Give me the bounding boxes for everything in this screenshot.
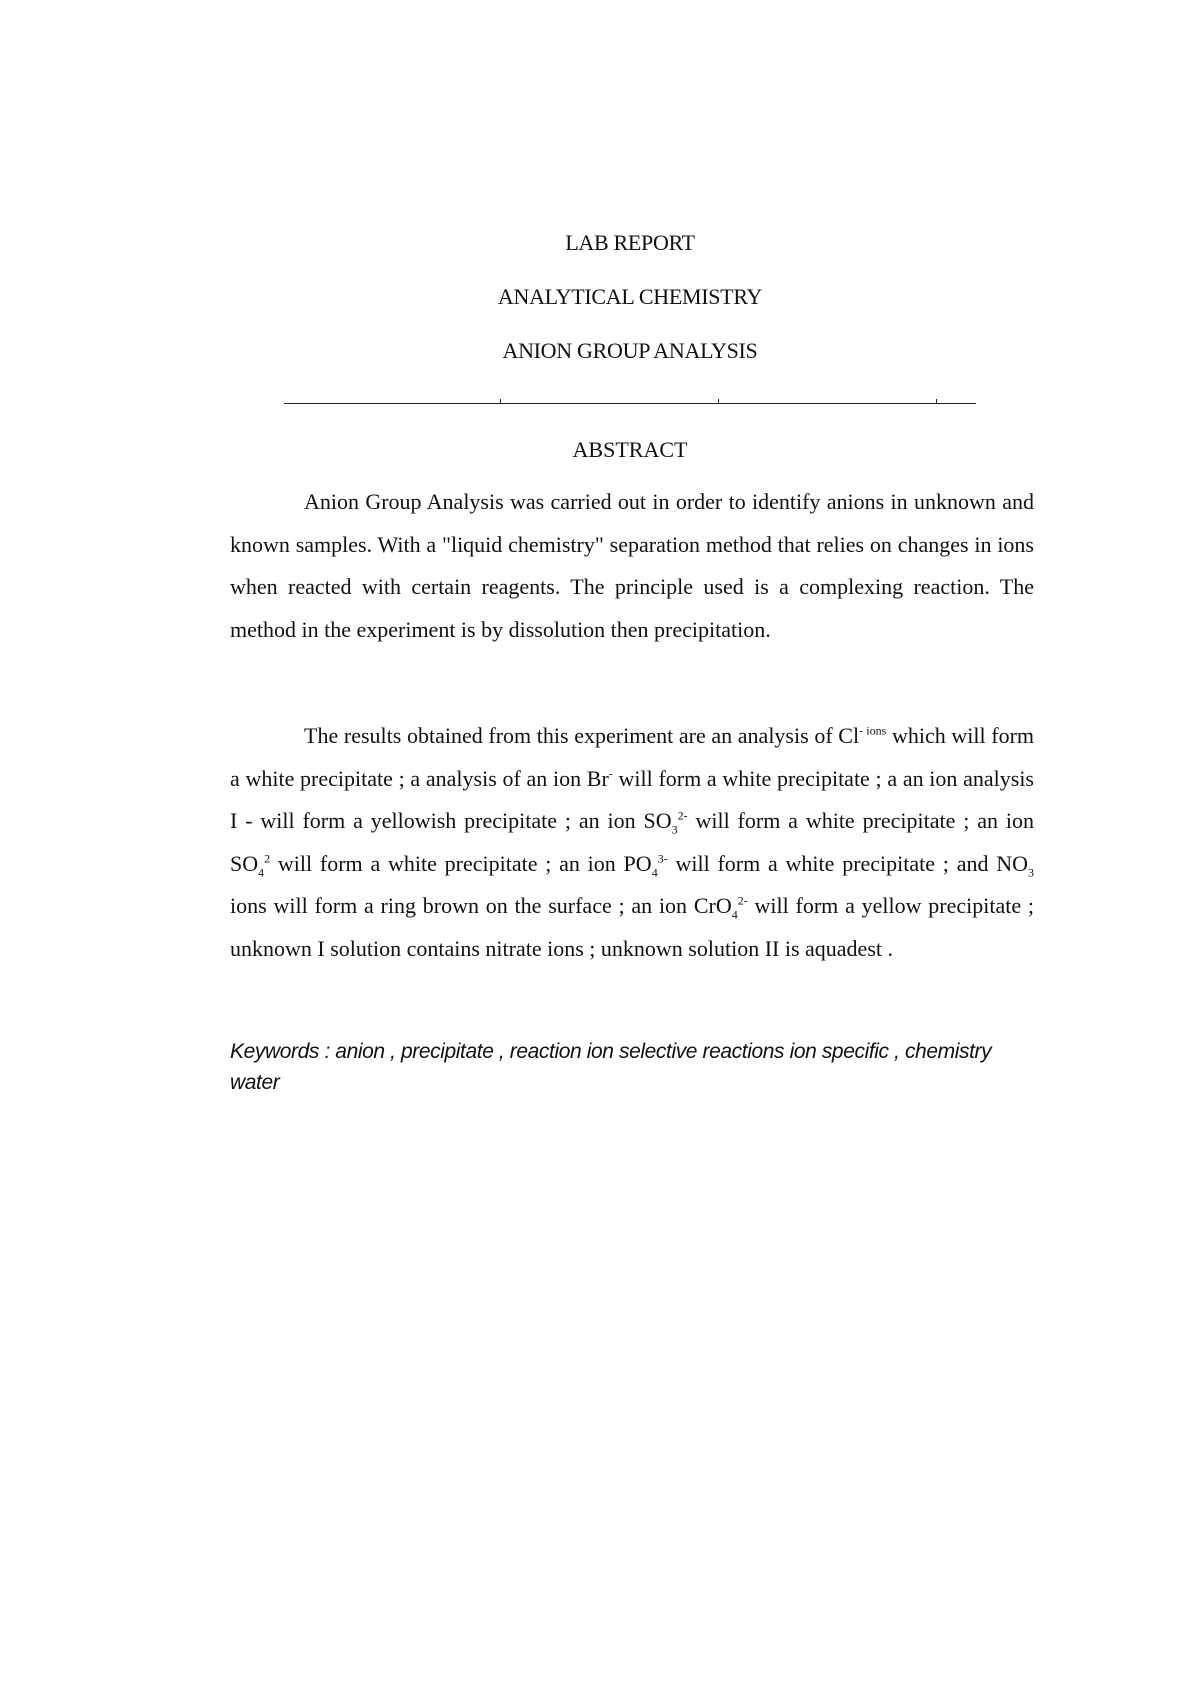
- text-run: which will form a white precipitate ; a analysis of an ion Br: [230, 723, 1035, 791]
- ion-charge: -: [608, 766, 613, 781]
- text-run: will form a white precipitate ; a an ion analysis I - will form a yellowish precipitate ; an ion SO: [230, 765, 1034, 833]
- text-run: will form a white precipitate ; and NO: [667, 850, 1029, 876]
- divider-tick: [936, 399, 937, 404]
- ion-subscript: 4: [258, 864, 265, 879]
- divider-tick: [718, 399, 719, 404]
- text-run: will form a yellow precipitate ; unknown I solution contains nitrate ions ; unknown solution II is aquadest .: [230, 893, 1035, 961]
- abstract-heading: ABSTRACT: [572, 437, 688, 462]
- ion-subscript: 3: [1028, 864, 1035, 879]
- ion-charge: 2: [264, 851, 271, 866]
- divider-tick: [500, 399, 501, 404]
- ion-charge: 3-: [657, 851, 668, 866]
- ion-subscript: 4: [651, 864, 658, 879]
- abstract-paragraph-2: [230, 715, 1034, 970]
- horizontal-divider: [284, 403, 976, 404]
- report-type-title: LAB REPORT: [565, 230, 695, 255]
- text-run: The results obtained from this experiment are an analysis of Cl: [304, 723, 860, 748]
- ion-charge: 2-: [737, 893, 748, 908]
- ion-subscript: 4: [731, 907, 738, 922]
- ion-subscript: 3: [671, 822, 678, 837]
- abstract-paragraph-1: Anion Group Analysis was carried out in order to identify anions in unknown and known samples. With a "liquid chemistry" separation method that relies on changes in ions when reacted with certain reagents. The principle used is a complexing reaction. The method in the experiment is by dissolution then precipitation.: [230, 489, 1034, 642]
- text-run: will form a white precipitate ; an ion PO: [270, 850, 652, 876]
- keywords-line: Keywords : anion , precipitate , reaction ion selective reactions ion specific , chemistry water: [230, 1040, 992, 1094]
- text-run: ions will form a ring brown on the surface ; an ion CrO: [230, 893, 732, 918]
- ion-charge: - ions: [859, 723, 887, 738]
- text-run: will form a white precipitate ; an ion SO: [230, 808, 1034, 876]
- subject-title: ANALYTICAL CHEMISTRY: [497, 284, 763, 309]
- ion-charge: 2-: [677, 808, 688, 823]
- experiment-title: ANION GROUP ANALYSIS: [502, 338, 758, 363]
